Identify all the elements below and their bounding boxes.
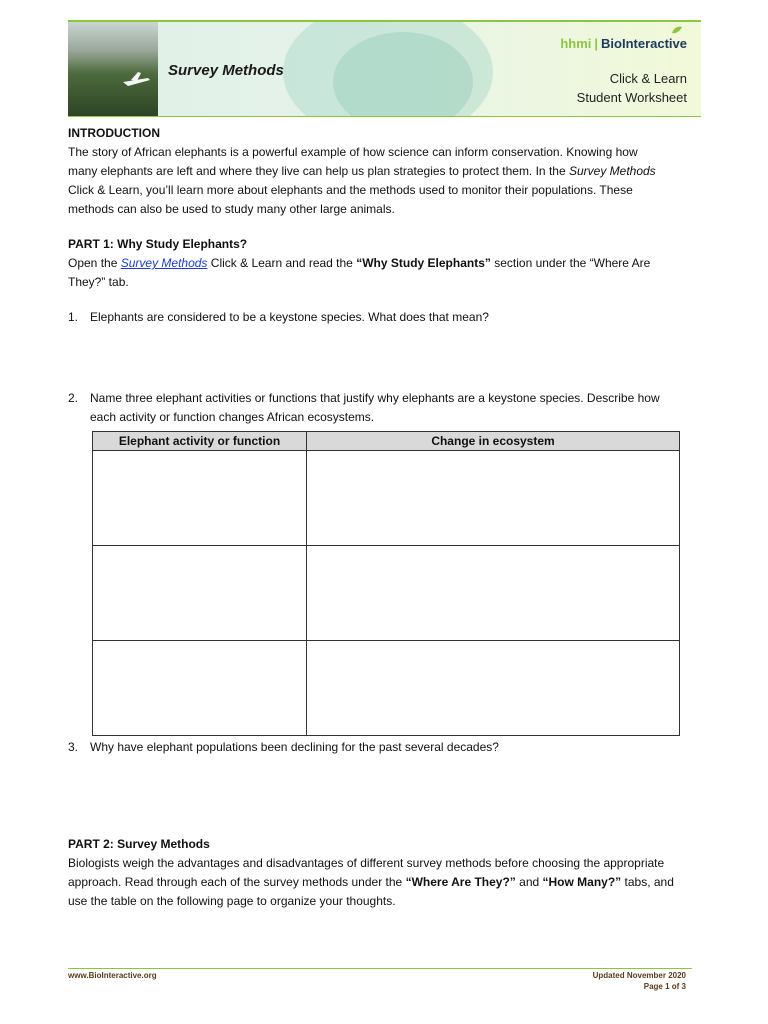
table-header: Elephant activity or function xyxy=(93,432,307,451)
part1-instructions: They?” tab. xyxy=(68,275,129,289)
table-header: Change in ecosystem xyxy=(307,432,680,451)
change-cell[interactable] xyxy=(307,451,680,546)
intro-line: Click & Learn, you’ll learn more about elephants and the methods used to monitor their populations. These xyxy=(68,183,633,197)
airplane-icon xyxy=(68,22,158,116)
activity-cell[interactable] xyxy=(93,451,307,546)
intro-line: many elephants are left and where they live can help us plan strategies to protect them. In the Survey Methods xyxy=(68,164,656,178)
header-banner xyxy=(68,20,701,117)
brand-logo: hhmi | BioInteractive xyxy=(560,36,687,51)
intro-heading: INTRODUCTION xyxy=(68,126,160,140)
intro-line: methods can also be used to study many other large animals. xyxy=(68,202,395,216)
subtitle-worksheet: Student Worksheet xyxy=(576,90,687,105)
activity-cell[interactable] xyxy=(93,641,307,736)
activity-table xyxy=(92,431,680,736)
survey-methods-link[interactable]: Survey Methods xyxy=(120,256,208,270)
part2-line: approach. Read through each of the survey methods under the “Where Are They?” and “How Many?” tabs, and xyxy=(68,875,674,889)
part1-heading: PART 1: Why Study Elephants? xyxy=(68,237,248,251)
part2-line: Biologists weigh the advantages and disadvantages of different survey methods before choosing the appropriate xyxy=(68,856,665,870)
part2-line: use the table on the following page to organize your thoughts. xyxy=(68,894,396,908)
footer-updated: Updated November 2020 xyxy=(592,971,686,980)
brand-hhmi: hhmi xyxy=(560,36,592,51)
table-row xyxy=(93,641,680,736)
biointeractive-logo-icon xyxy=(671,25,683,35)
footer-page-number: Page 1 of 3 xyxy=(643,982,686,991)
activity-cell[interactable] xyxy=(93,546,307,641)
footer-url[interactable]: www.BioInteractive.org xyxy=(68,971,157,980)
change-cell[interactable] xyxy=(307,546,680,641)
subtitle-click-learn: Click & Learn xyxy=(609,71,687,86)
intro-line: The story of African elephants is a powerful example of how science can inform conservation. Knowing how xyxy=(68,145,638,159)
page-title: Survey Methods xyxy=(168,62,284,79)
change-cell[interactable] xyxy=(307,641,680,736)
part1-instructions: Open the Survey Methods Click & Learn and read the “Why Study Elephants” section under the “Where Are xyxy=(68,256,651,270)
table-row xyxy=(93,451,680,546)
footer-divider xyxy=(68,968,692,969)
landscape-photo xyxy=(68,22,158,116)
part2-heading: PART 2: Survey Methods xyxy=(68,837,210,851)
table-row xyxy=(93,546,680,641)
brand-name: BioInteractive xyxy=(601,36,687,51)
